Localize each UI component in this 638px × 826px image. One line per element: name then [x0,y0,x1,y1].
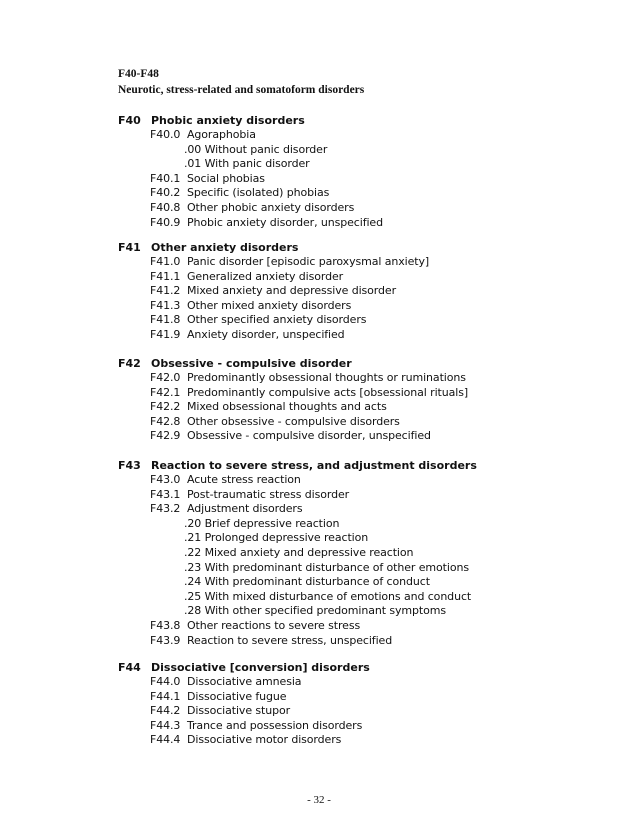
diagnosis-code: F43.9 [150,633,181,647]
diagnosis-item [118,313,618,328]
group-heading [118,660,618,675]
diagnosis-text: Other obsessive - compulsive disorders [187,414,400,428]
diagnosis-text: Social phobias [187,171,265,185]
diagnosis-text: .01 With panic disorder [184,157,310,171]
diagnosis-text: Specific (isolated) phobias [187,186,330,200]
diagnosis-text: Trance and possession disorders [187,718,363,732]
diagnosis-code: F42.1 [150,385,181,399]
diagnosis-text: .28 With other specified predominant symptoms [184,604,446,618]
diagnosis-item [118,488,618,503]
group-heading [118,458,618,473]
group-title: Reaction to severe stress, and adjustment disorders [151,459,477,472]
diagnosis-item [118,216,618,231]
diagnosis-item [118,143,618,158]
disorder-group [118,458,618,648]
diagnosis-item [118,604,618,619]
diagnosis-text: Dissociative fugue [187,689,287,703]
diagnosis-text: Dissociative amnesia [187,675,302,688]
diagnosis-code: F42.2 [150,400,181,414]
disorder-group [118,660,618,748]
group-code: F43 [118,459,141,472]
diagnosis-code: F42.9 [150,429,181,443]
diagnosis-text: Predominantly obsessional thoughts or ruminations [187,371,466,384]
diagnosis-text: Dissociative motor disorders [187,733,342,747]
diagnosis-text: .23 With predominant disturbance of other emotions [184,560,469,574]
diagnosis-item [118,255,618,270]
diagnosis-text: .25 With mixed disturbance of emotions and conduct [184,589,472,603]
diagnosis-item [118,429,618,444]
diagnosis-item [118,201,618,216]
diagnosis-code: F43.1 [150,487,181,501]
diagnosis-text: Other specified anxiety disorders [187,313,367,327]
diagnosis-code: F40.1 [150,171,181,185]
diagnosis-item [118,546,618,561]
chapter-code-range: F40-F48 [118,68,159,80]
diagnosis-code: F43.0 [150,473,181,486]
group-heading [118,113,618,128]
diagnosis-item [118,128,618,143]
group-title: Obsessive - compulsive disorder [151,357,352,370]
diagnosis-item [118,675,618,690]
diagnosis-text: Mixed anxiety and depressive disorder [187,284,396,298]
diagnosis-text: Other mixed anxiety disorders [187,298,352,312]
diagnosis-item [118,575,618,590]
group-code: F42 [118,357,141,370]
diagnosis-code: F41.1 [150,269,181,283]
group-title: Phobic anxiety disorders [151,114,305,127]
diagnosis-item [118,561,618,576]
diagnosis-text: .24 With predominant disturbance of conduct [184,575,430,589]
diagnosis-text: Adjustment disorders [187,502,303,516]
disorder-group [118,113,618,230]
group-heading [118,356,618,371]
diagnosis-item [118,473,618,488]
diagnosis-item [118,157,618,172]
group-code: F40 [118,114,141,127]
diagnosis-text: Generalized anxiety disorder [187,269,344,283]
group-code: F41 [118,241,141,254]
page-number: - 32 - [307,794,331,806]
diagnosis-text: Predominantly compulsive acts [obsessional rituals] [187,385,469,399]
diagnosis-code: F40.9 [150,215,181,229]
diagnosis-text: Dissociative stupor [187,704,291,718]
group-title: Dissociative [conversion] disorders [151,661,370,674]
diagnosis-code: F41.2 [150,284,181,298]
diagnosis-code: F40.0 [150,128,181,141]
diagnosis-code: F43.2 [150,502,181,516]
diagnosis-text: Post-traumatic stress disorder [187,487,350,501]
diagnosis-item [118,634,618,649]
disorder-group [118,356,618,444]
diagnosis-code: F41.8 [150,313,181,327]
diagnosis-code: F44.0 [150,675,181,688]
diagnosis-code: F42.8 [150,414,181,428]
diagnosis-item [118,299,618,314]
diagnosis-text: .00 Without panic disorder [184,142,328,156]
diagnosis-code: F44.2 [150,704,181,718]
diagnosis-item [118,531,618,546]
diagnosis-item [118,172,618,187]
group-heading [118,240,618,255]
diagnosis-code: F41.3 [150,298,181,312]
diagnosis-item [118,328,618,343]
diagnosis-code: F40.2 [150,186,181,200]
diagnosis-item [118,619,618,634]
diagnosis-text: Anxiety disorder, unspecified [187,327,345,341]
diagnosis-item [118,400,618,415]
diagnosis-item [118,704,618,719]
diagnosis-text: .20 Brief depressive reaction [184,516,340,530]
diagnosis-code: F41.0 [150,255,181,268]
diagnosis-text: Phobic anxiety disorder, unspecified [187,215,383,229]
diagnosis-text: Other reactions to severe stress [187,618,361,632]
diagnosis-item [118,719,618,734]
diagnosis-text: .22 Mixed anxiety and depressive reaction [184,545,414,559]
diagnosis-item [118,371,618,386]
diagnosis-text: Panic disorder [episodic paroxysmal anxiety] [187,255,430,268]
diagnosis-text: Acute stress reaction [187,473,301,486]
diagnosis-item [118,690,618,705]
diagnosis-code: F44.4 [150,733,181,747]
diagnosis-item [118,284,618,299]
diagnosis-code: F44.1 [150,689,181,703]
group-code: F44 [118,661,141,674]
diagnosis-text: Other phobic anxiety disorders [187,200,355,214]
diagnosis-code: F40.8 [150,200,181,214]
diagnosis-code: F42.0 [150,371,181,384]
diagnosis-item [118,733,618,748]
diagnosis-item [118,517,618,532]
diagnosis-item [118,415,618,430]
diagnosis-text: Mixed obsessional thoughts and acts [187,400,387,414]
diagnosis-code: F43.8 [150,618,181,632]
diagnosis-text: .21 Prolonged depressive reaction [184,531,369,545]
diagnosis-item [118,386,618,401]
diagnosis-item [118,502,618,517]
diagnosis-item [118,186,618,201]
chapter-title: Neurotic, stress-related and somatoform disorders [118,84,365,96]
diagnosis-item [118,270,618,285]
diagnosis-text: Agoraphobia [187,128,256,141]
diagnosis-code: F41.9 [150,327,181,341]
group-title: Other anxiety disorders [151,241,299,254]
diagnosis-text: Obsessive - compulsive disorder, unspecified [187,429,431,443]
disorder-group [118,240,618,343]
diagnosis-item [118,590,618,605]
diagnosis-code: F44.3 [150,718,181,732]
diagnosis-text: Reaction to severe stress, unspecified [187,633,393,647]
